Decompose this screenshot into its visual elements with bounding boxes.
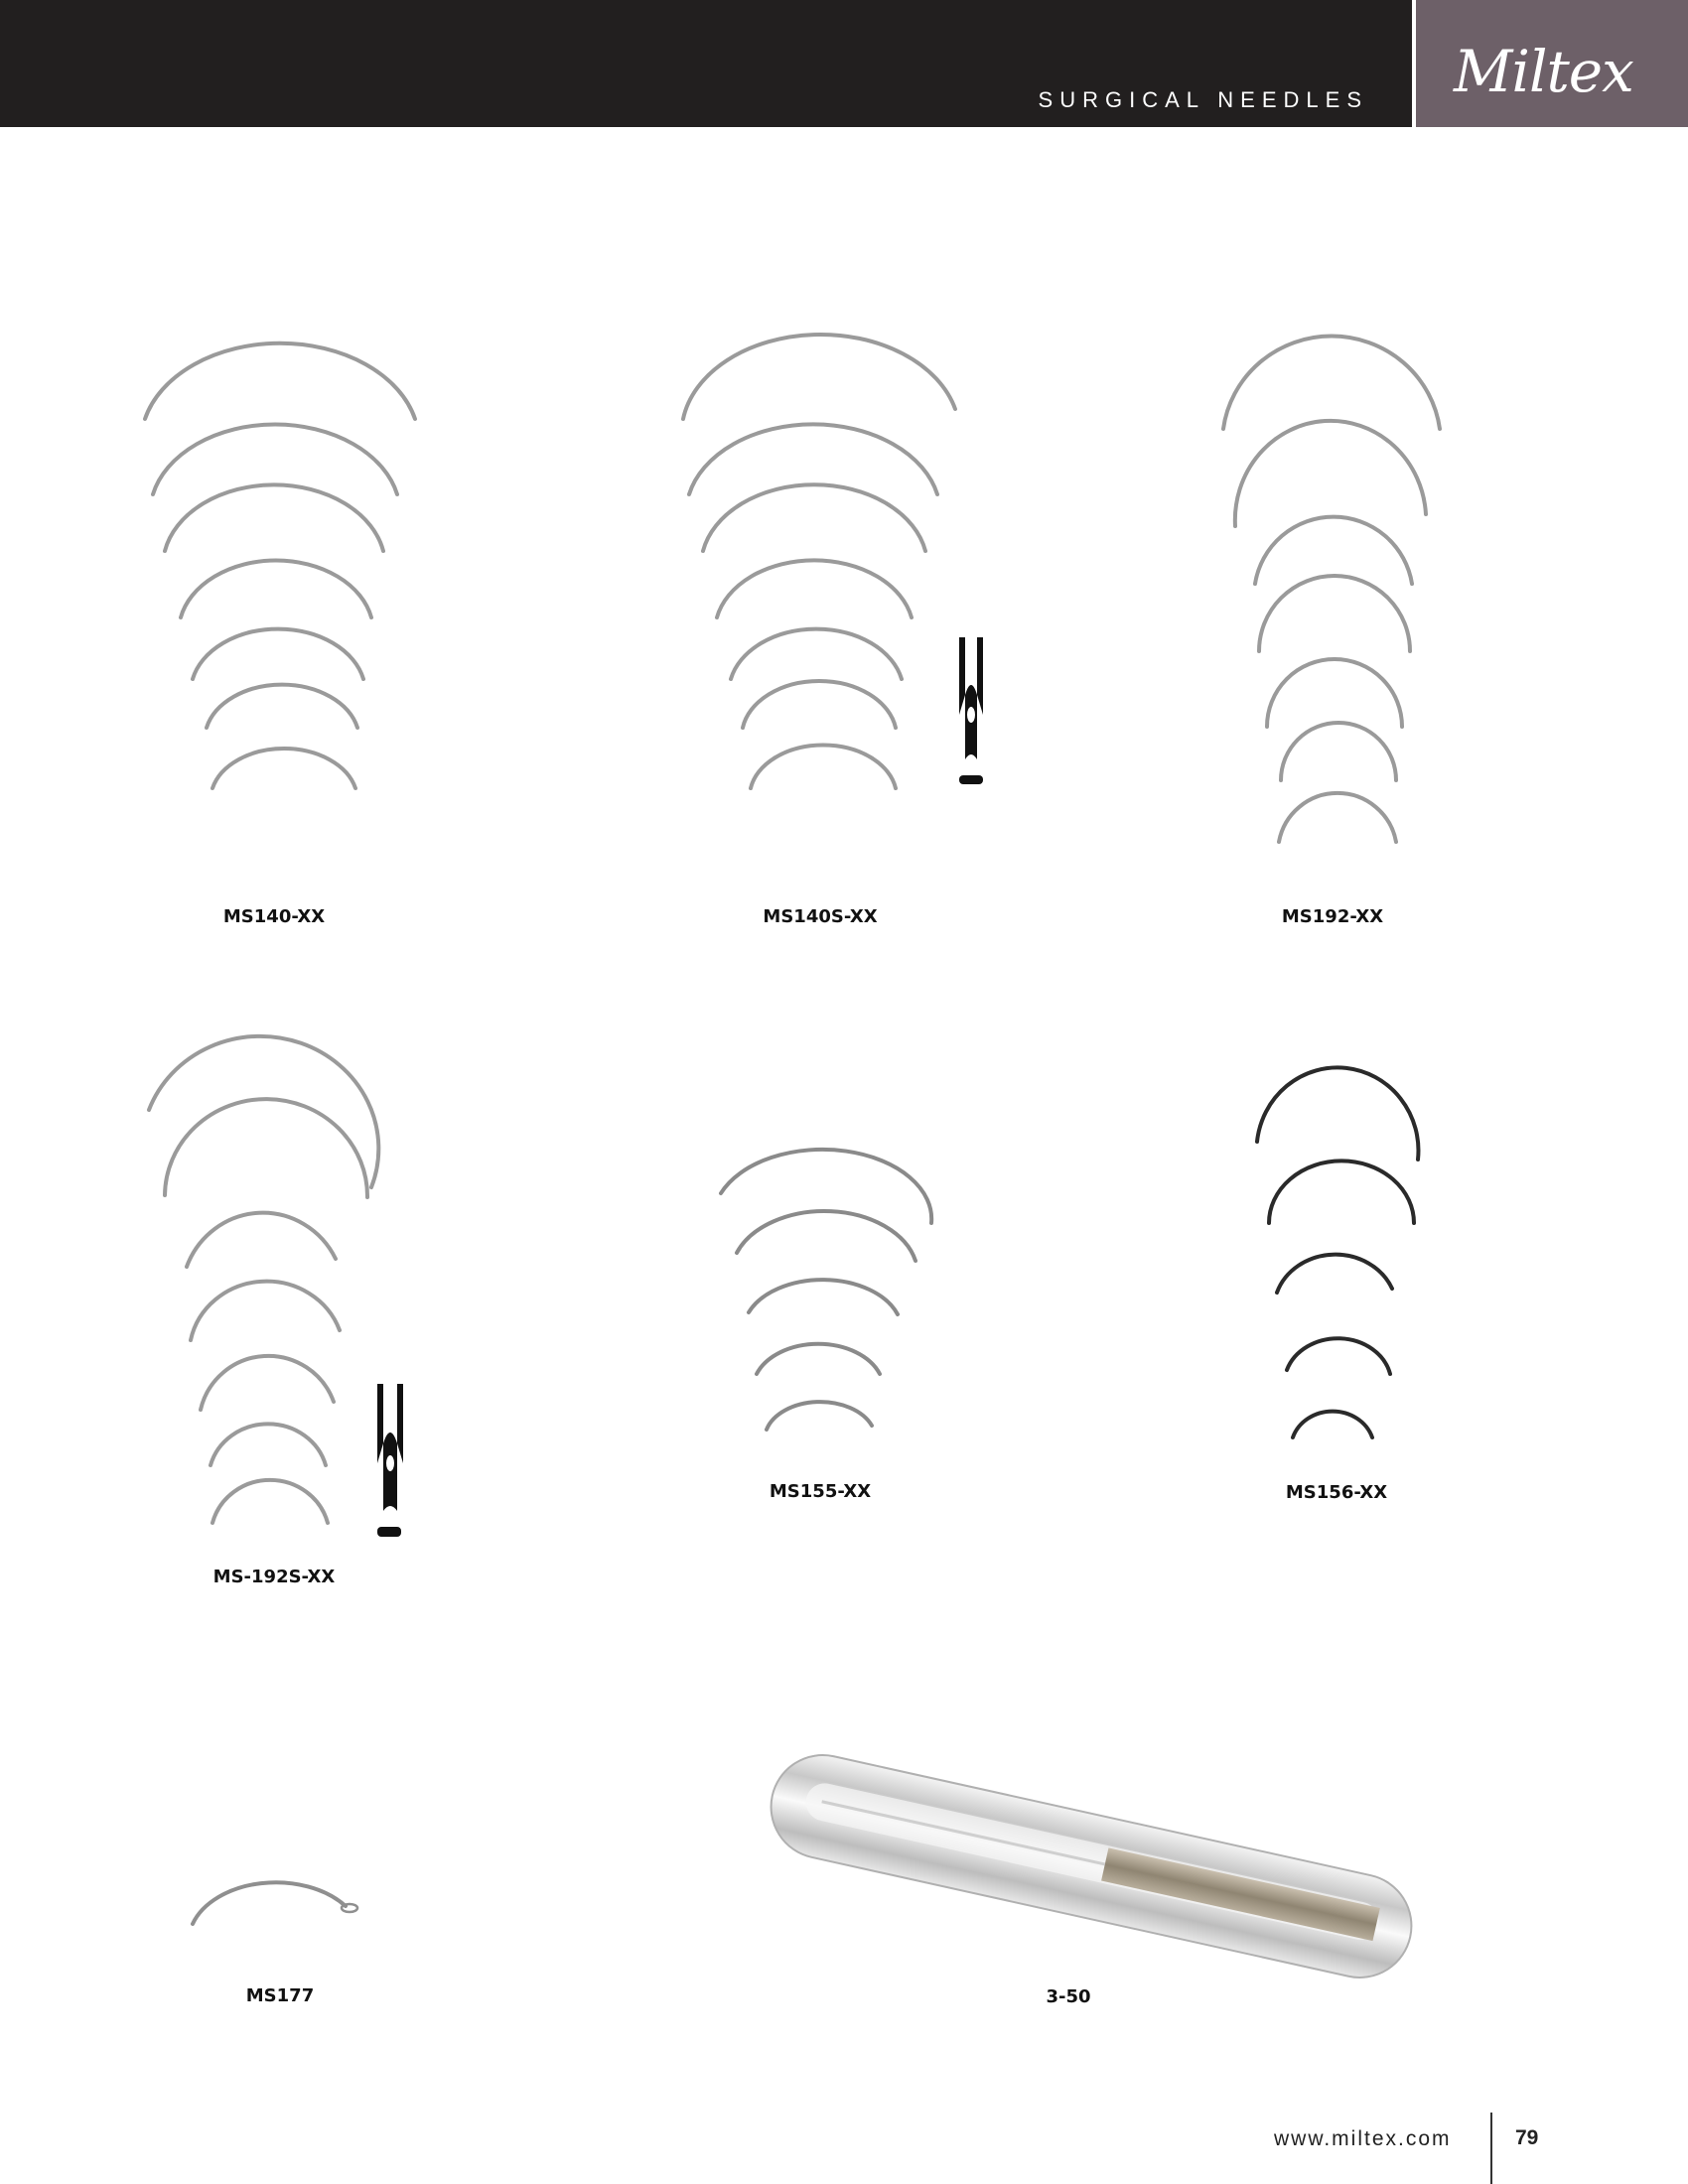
product-code: MS156-XX — [1285, 1482, 1388, 1503]
needle-set-ms156 — [1257, 1067, 1418, 1437]
needle-case-3-50 — [762, 1745, 1422, 1987]
website-url: www.miltex.com — [1274, 2127, 1452, 2150]
product-code: MS140S-XX — [763, 906, 878, 927]
miltex-logo: Miltex — [1454, 38, 1633, 105]
needle-set-ms192 — [1223, 337, 1440, 842]
eye-detail-icon — [955, 633, 987, 790]
needle-set-ms140 — [145, 343, 415, 788]
footer-divider — [1490, 2113, 1492, 2184]
product-code: MS140-XX — [222, 906, 326, 927]
needle-set-ms140s — [683, 335, 955, 788]
eye-detail-icon — [373, 1380, 407, 1543]
product-code: MS192-XX — [1281, 906, 1384, 927]
product-code: MS155-XX — [769, 1481, 872, 1502]
page-number: 79 — [1515, 2126, 1539, 2149]
needle-set-ms155 — [721, 1150, 931, 1430]
needle-ms177 — [193, 1882, 357, 1924]
section-title: SURGICAL NEEDLES — [1038, 87, 1368, 112]
product-code: 3-50 — [1046, 1986, 1091, 2007]
product-code: MS177 — [245, 1985, 315, 2006]
product-code: MS-192S-XX — [212, 1567, 336, 1587]
needle-set-ms192s — [149, 1036, 378, 1523]
